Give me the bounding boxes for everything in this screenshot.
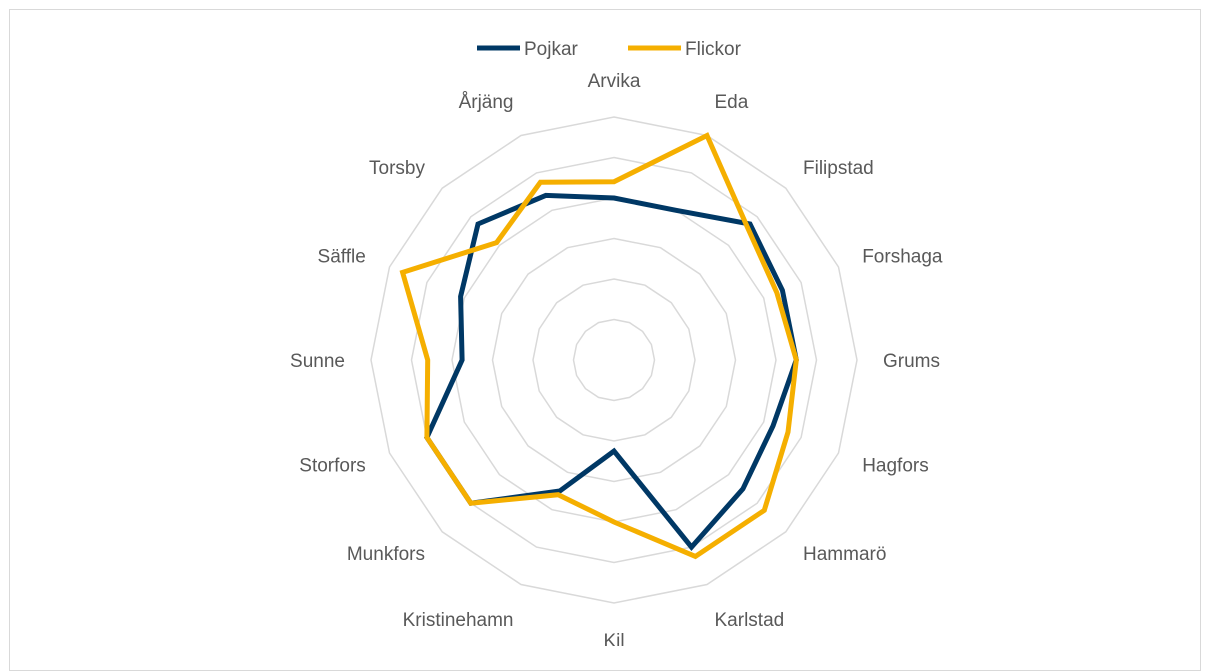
category-label: Hagfors bbox=[862, 455, 929, 477]
gridline-ring bbox=[452, 198, 776, 522]
category-label: Kil bbox=[603, 631, 625, 646]
legend-label-pojkar: Pojkar bbox=[524, 39, 578, 60]
legend-label-flickor: Flickor bbox=[685, 39, 741, 60]
gridline-ring bbox=[371, 117, 857, 603]
category-label: Forshaga bbox=[862, 246, 943, 268]
gridline-ring bbox=[574, 320, 655, 401]
category-label: Årjäng bbox=[458, 91, 514, 113]
gridline-ring bbox=[493, 239, 736, 482]
category-label: Arvika bbox=[587, 71, 641, 92]
category-label: Torsby bbox=[369, 158, 425, 179]
legend bbox=[477, 39, 742, 60]
category-label: Grums bbox=[883, 351, 940, 372]
category-label: Munkfors bbox=[346, 544, 425, 565]
category-label: Säffle bbox=[317, 246, 366, 268]
radar-gridlines bbox=[371, 117, 857, 603]
category-label: Kristinehamn bbox=[402, 610, 514, 632]
category-label: Storfors bbox=[299, 455, 366, 477]
category-label: Eda bbox=[714, 91, 749, 113]
category-label: Karlstad bbox=[714, 610, 785, 632]
category-label: Sunne bbox=[290, 351, 345, 372]
category-label: Filipstad bbox=[803, 158, 874, 179]
category-label: Hammarö bbox=[803, 544, 887, 565]
radar-series bbox=[403, 136, 797, 557]
gridline-ring bbox=[533, 279, 695, 441]
